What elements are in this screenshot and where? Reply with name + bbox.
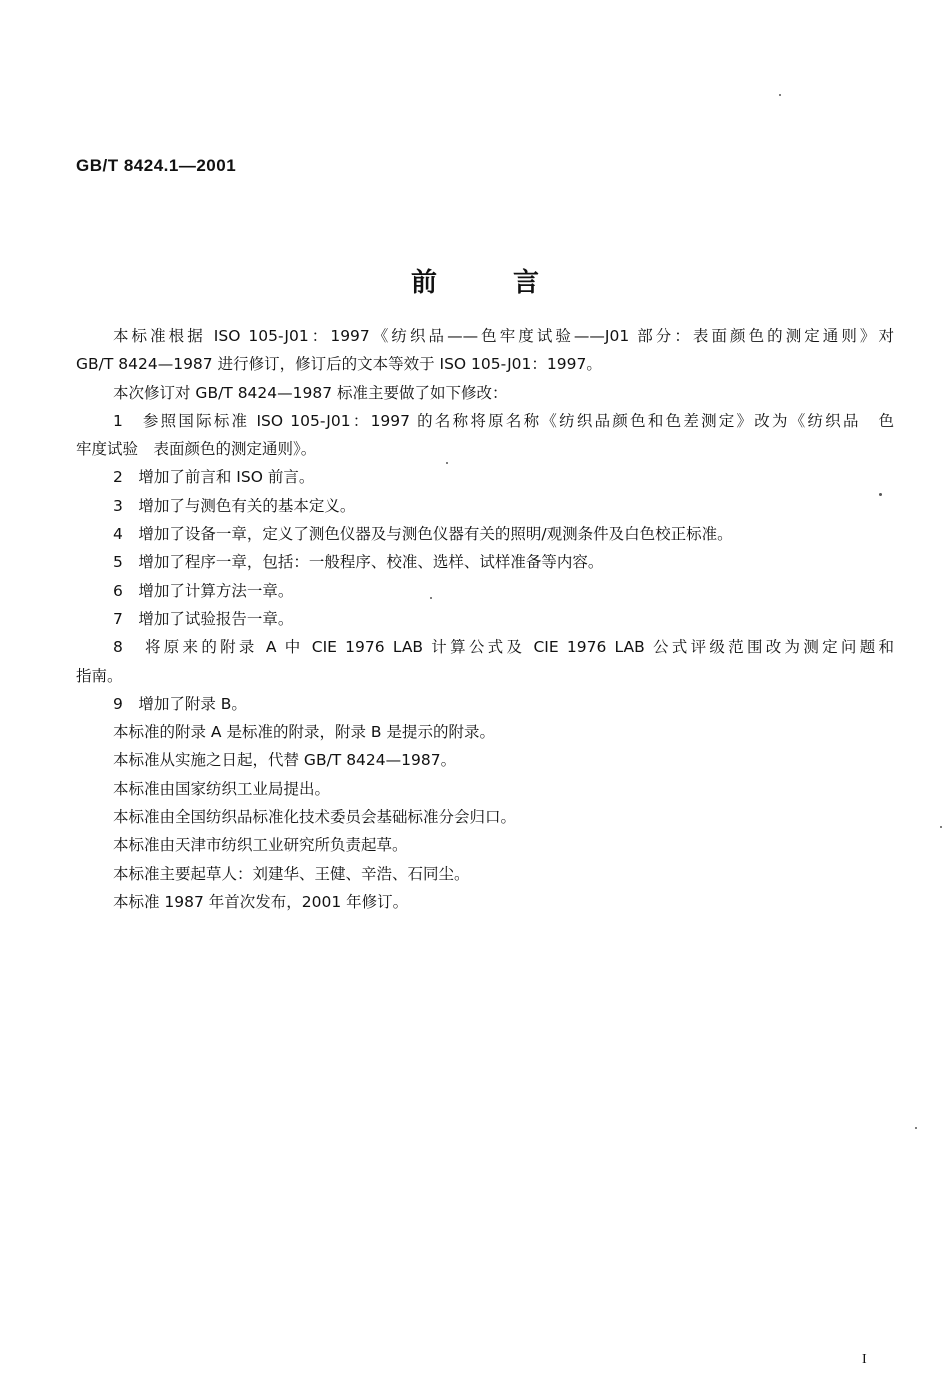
paragraph-proposed-by: 本标准由国家纺织工业局提出。	[113, 779, 331, 798]
scan-speck	[779, 94, 781, 96]
list-item-7: 7 增加了试验报告一章。	[113, 609, 294, 628]
list-item-5: 5 增加了程序一章，包括：一般程序、校准、选样、试样准备等内容。	[113, 553, 604, 572]
list-item-9: 9 增加了附录 B。	[113, 694, 247, 713]
list-item-1-line2: 牢度试验 表面颜色的测定通则》。	[76, 440, 317, 459]
scan-speck	[879, 493, 882, 496]
paragraph-replaces: 本标准从实施之日起，代替 GB/T 8424—1987。	[113, 751, 457, 770]
page-number: I	[862, 1352, 867, 1367]
paragraph-intro-line1: 本标准根据 ISO 105-J01：1997《纺织品——色牢度试验——J01 部分：表面颜色的测定通则》对	[113, 327, 894, 345]
list-item-8-line1: 8 将原来的附录 A 中 CIE 1976 LAB 计算公式及 CIE 1976 LAB 公式评级范围改为测定问题和	[113, 638, 894, 657]
list-item-2: 2 增加了前言和 ISO 前言。	[113, 468, 315, 487]
paragraph-revision-summary: 本次修订对 GB/T 8424—1987 标准主要做了如下修改：	[113, 383, 508, 402]
scan-speck	[446, 462, 448, 464]
paragraph-annex: 本标准的附录 A 是标准的附录，附录 B 是提示的附录。	[113, 723, 495, 742]
list-item-4: 4 增加了设备一章，定义了测色仪器及与测色仪器有关的照明/观测条件及白色校正标准。	[113, 525, 733, 544]
list-item-3: 3 增加了与测色有关的基本定义。	[113, 496, 356, 515]
page-title: 前言	[410, 268, 615, 298]
list-item-8-line2: 指南。	[76, 666, 123, 685]
scan-speck	[915, 1127, 917, 1129]
list-item-6: 6 增加了计算方法一章。	[113, 581, 294, 600]
standard-code: GB/T 8424.1—2001	[76, 156, 237, 175]
list-item-1-line1: 1 参照国际标准 ISO 105-J01：1997 的名称将原名称《纺织品颜色和色差测定》改为《纺织品 色	[113, 411, 894, 430]
paragraph-drafted-by: 本标准由天津市纺织工业研究所负责起草。	[113, 836, 408, 855]
scan-speck	[940, 826, 942, 828]
scan-speck	[430, 597, 432, 599]
paragraph-drafters: 本标准主要起草人：刘建华、王健、辛浩、石同尘。	[113, 864, 470, 883]
paragraph-centralized-by: 本标准由全国纺织品标准化技术委员会基础标准分会归口。	[113, 808, 517, 827]
paragraph-history: 本标准 1987 年首次发布，2001 年修订。	[113, 892, 409, 911]
paragraph-intro-line2: GB/T 8424—1987 进行修订，修订后的文本等效于 ISO 105-J01：1997。	[76, 355, 602, 374]
foreword-body	[76, 322, 894, 916]
